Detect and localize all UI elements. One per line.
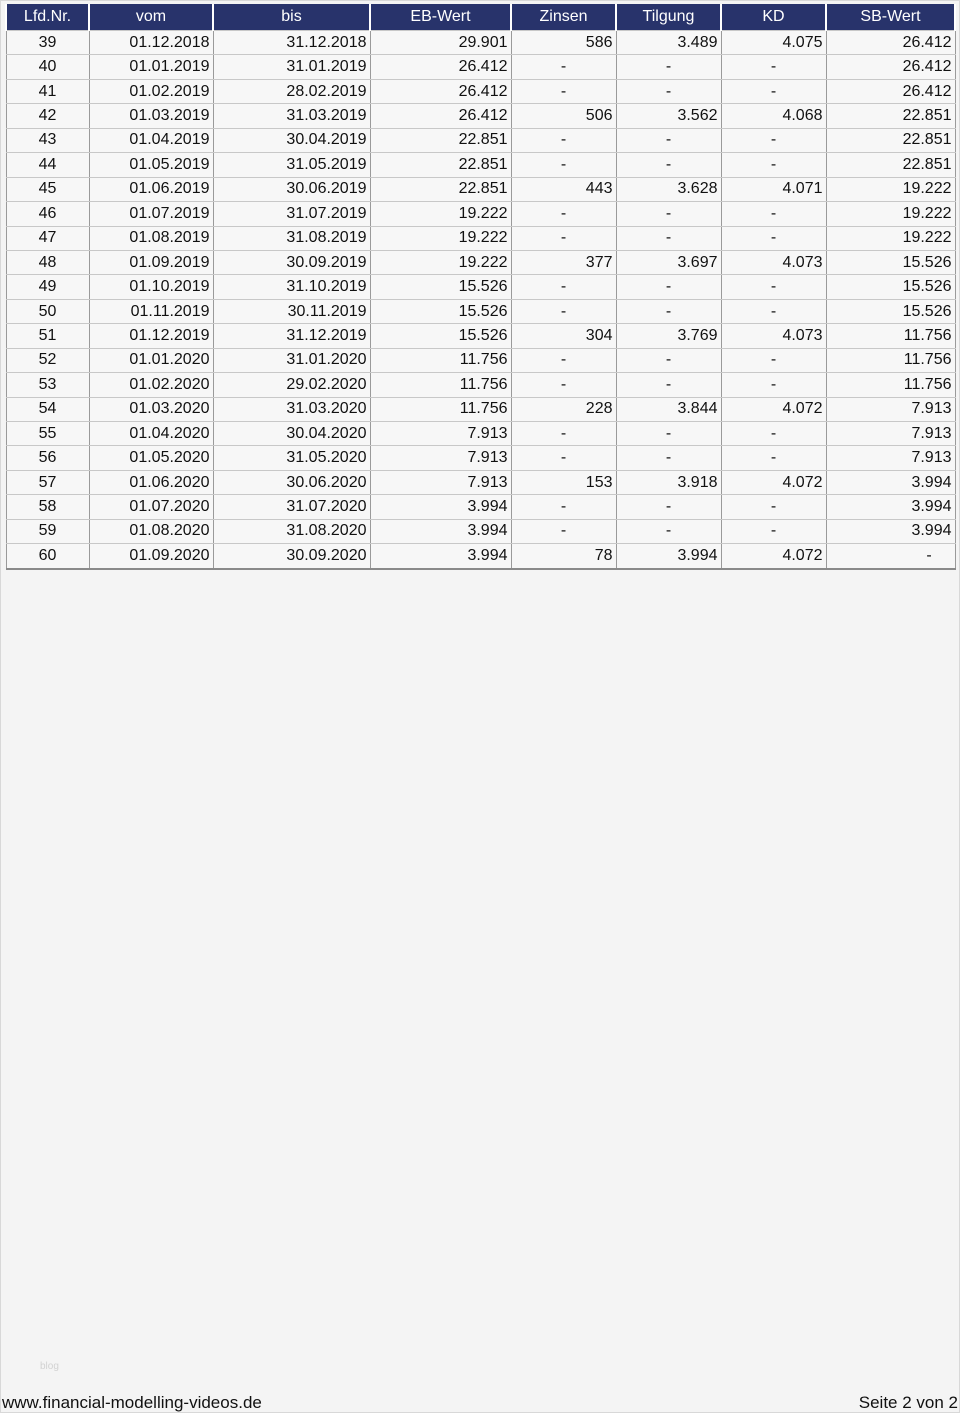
cell-tilgung: 3.918 — [616, 470, 721, 494]
cell-tilgung: - — [616, 446, 721, 470]
cell-vom: 01.09.2020 — [89, 544, 213, 569]
cell-bis: 30.04.2020 — [213, 422, 370, 446]
table-row — [6, 177, 955, 201]
cell-sb-wert: 22.851 — [826, 104, 955, 128]
cell-sb-wert: 15.526 — [826, 299, 955, 323]
cell-eb-wert: 3.994 — [370, 495, 511, 519]
table-row — [6, 446, 955, 470]
cell-bis: 31.01.2020 — [213, 348, 370, 372]
cell-sb-wert: 7.913 — [826, 422, 955, 446]
cell-bis: 31.12.2019 — [213, 324, 370, 348]
cell-bis: 31.10.2019 — [213, 275, 370, 299]
cell-vom: 01.05.2019 — [89, 153, 213, 177]
cell-bis: 30.09.2020 — [213, 544, 370, 569]
cell-sb-wert: 19.222 — [826, 177, 955, 201]
cell-lfd-nr: 53 — [6, 373, 89, 397]
cell-eb-wert: 22.851 — [370, 153, 511, 177]
cell-bis: 28.02.2019 — [213, 79, 370, 103]
cell-sb-wert: 26.412 — [826, 79, 955, 103]
cell-zinsen: 153 — [511, 470, 616, 494]
cell-tilgung: 3.562 — [616, 104, 721, 128]
table-row — [6, 495, 955, 519]
cell-eb-wert: 19.222 — [370, 202, 511, 226]
cell-zinsen: - — [511, 519, 616, 543]
cell-eb-wert: 7.913 — [370, 446, 511, 470]
cell-lfd-nr: 39 — [6, 31, 89, 55]
table-row — [6, 128, 955, 152]
table-row — [6, 55, 955, 79]
cell-vom: 01.06.2020 — [89, 470, 213, 494]
cell-kd: 4.075 — [721, 31, 826, 55]
cell-eb-wert: 15.526 — [370, 299, 511, 323]
cell-bis: 30.04.2019 — [213, 128, 370, 152]
table-row — [6, 470, 955, 494]
cell-vom: 01.09.2019 — [89, 250, 213, 274]
cell-lfd-nr: 54 — [6, 397, 89, 421]
cell-bis: 31.08.2019 — [213, 226, 370, 250]
cell-vom: 01.11.2019 — [89, 299, 213, 323]
table-row — [6, 422, 955, 446]
cell-eb-wert: 15.526 — [370, 324, 511, 348]
cell-eb-wert: 19.222 — [370, 250, 511, 274]
cell-zinsen: 506 — [511, 104, 616, 128]
cell-bis: 31.05.2020 — [213, 446, 370, 470]
cell-vom: 01.01.2020 — [89, 348, 213, 372]
cell-tilgung: - — [616, 55, 721, 79]
cell-kd: - — [721, 275, 826, 299]
cell-sb-wert: 11.756 — [826, 324, 955, 348]
table-row — [6, 397, 955, 421]
watermark: blog — [40, 1361, 59, 1372]
cell-kd: - — [721, 373, 826, 397]
cell-kd: - — [721, 153, 826, 177]
cell-eb-wert: 29.901 — [370, 31, 511, 55]
cell-tilgung: - — [616, 79, 721, 103]
cell-zinsen: - — [511, 299, 616, 323]
cell-eb-wert: 3.994 — [370, 519, 511, 543]
cell-vom: 01.08.2020 — [89, 519, 213, 543]
cell-sb-wert: 22.851 — [826, 153, 955, 177]
cell-bis: 31.07.2020 — [213, 495, 370, 519]
cell-lfd-nr: 50 — [6, 299, 89, 323]
cell-zinsen: 304 — [511, 324, 616, 348]
cell-tilgung: 3.489 — [616, 31, 721, 55]
cell-lfd-nr: 52 — [6, 348, 89, 372]
cell-tilgung: - — [616, 153, 721, 177]
cell-lfd-nr: 56 — [6, 446, 89, 470]
repayment-schedule-table — [5, 4, 956, 570]
cell-eb-wert: 11.756 — [370, 373, 511, 397]
cell-kd: 4.072 — [721, 544, 826, 569]
cell-vom: 01.10.2019 — [89, 275, 213, 299]
cell-bis: 30.11.2019 — [213, 299, 370, 323]
cell-bis: 30.06.2019 — [213, 177, 370, 201]
cell-tilgung: - — [616, 348, 721, 372]
cell-lfd-nr: 57 — [6, 470, 89, 494]
cell-bis: 31.07.2019 — [213, 202, 370, 226]
cell-eb-wert: 15.526 — [370, 275, 511, 299]
column-header-vom: vom — [89, 4, 213, 31]
cell-kd: 4.071 — [721, 177, 826, 201]
cell-vom: 01.02.2019 — [89, 79, 213, 103]
cell-vom: 01.04.2019 — [89, 128, 213, 152]
table-row — [6, 202, 955, 226]
cell-kd: 4.072 — [721, 470, 826, 494]
cell-vom: 01.04.2020 — [89, 422, 213, 446]
cell-kd: - — [721, 128, 826, 152]
cell-eb-wert: 26.412 — [370, 79, 511, 103]
cell-zinsen: - — [511, 275, 616, 299]
cell-zinsen: - — [511, 348, 616, 372]
cell-lfd-nr: 48 — [6, 250, 89, 274]
cell-sb-wert: 11.756 — [826, 348, 955, 372]
cell-tilgung: - — [616, 519, 721, 543]
cell-lfd-nr: 49 — [6, 275, 89, 299]
table-body — [6, 31, 955, 569]
table-row — [6, 226, 955, 250]
column-header-tilgung: Tilgung — [616, 4, 721, 31]
cell-sb-wert: 7.913 — [826, 397, 955, 421]
cell-zinsen: - — [511, 422, 616, 446]
cell-kd: - — [721, 495, 826, 519]
cell-zinsen: - — [511, 495, 616, 519]
cell-zinsen: - — [511, 128, 616, 152]
cell-lfd-nr: 60 — [6, 544, 89, 569]
table-row — [6, 104, 955, 128]
cell-sb-wert: 26.412 — [826, 55, 955, 79]
cell-vom: 01.02.2020 — [89, 373, 213, 397]
cell-sb-wert: 7.913 — [826, 446, 955, 470]
cell-vom: 01.07.2019 — [89, 202, 213, 226]
table-row — [6, 31, 955, 55]
column-header-bis: bis — [213, 4, 370, 31]
cell-lfd-nr: 42 — [6, 104, 89, 128]
column-header-kd: KD — [721, 4, 826, 31]
cell-lfd-nr: 51 — [6, 324, 89, 348]
cell-eb-wert: 22.851 — [370, 177, 511, 201]
cell-sb-wert: 22.851 — [826, 128, 955, 152]
cell-eb-wert: 7.913 — [370, 422, 511, 446]
cell-kd: - — [721, 55, 826, 79]
footer-page-number: Seite 2 von 2 — [858, 1393, 958, 1412]
cell-kd: 4.073 — [721, 324, 826, 348]
cell-lfd-nr: 58 — [6, 495, 89, 519]
cell-kd: 4.073 — [721, 250, 826, 274]
cell-sb-wert: 19.222 — [826, 226, 955, 250]
cell-sb-wert: 11.756 — [826, 373, 955, 397]
cell-lfd-nr: 59 — [6, 519, 89, 543]
cell-bis: 31.05.2019 — [213, 153, 370, 177]
table-row — [6, 519, 955, 543]
cell-tilgung: - — [616, 495, 721, 519]
cell-sb-wert: 3.994 — [826, 519, 955, 543]
cell-tilgung: 3.769 — [616, 324, 721, 348]
cell-kd: - — [721, 348, 826, 372]
cell-lfd-nr: 44 — [6, 153, 89, 177]
cell-bis: 31.03.2020 — [213, 397, 370, 421]
cell-tilgung: - — [616, 422, 721, 446]
cell-sb-wert: 19.222 — [826, 202, 955, 226]
cell-bis: 30.09.2019 — [213, 250, 370, 274]
cell-vom: 01.03.2019 — [89, 104, 213, 128]
table-row — [6, 79, 955, 103]
cell-eb-wert: 19.222 — [370, 226, 511, 250]
cell-vom: 01.03.2020 — [89, 397, 213, 421]
cell-zinsen: - — [511, 373, 616, 397]
cell-lfd-nr: 41 — [6, 79, 89, 103]
cell-zinsen: 228 — [511, 397, 616, 421]
table-row — [6, 153, 955, 177]
table-row — [6, 299, 955, 323]
cell-vom: 01.06.2019 — [89, 177, 213, 201]
table-row — [6, 324, 955, 348]
cell-zinsen: - — [511, 153, 616, 177]
footer-website: www.financial-modelling-videos.de — [2, 1393, 262, 1412]
table-row — [6, 348, 955, 372]
cell-vom: 01.05.2020 — [89, 446, 213, 470]
column-header-lfd-nr: Lfd.Nr. — [6, 4, 89, 31]
cell-tilgung: 3.628 — [616, 177, 721, 201]
cell-zinsen: 586 — [511, 31, 616, 55]
cell-zinsen: 443 — [511, 177, 616, 201]
cell-vom: 01.12.2019 — [89, 324, 213, 348]
table-header-row — [6, 4, 955, 31]
cell-kd: - — [721, 299, 826, 323]
cell-tilgung: - — [616, 202, 721, 226]
cell-eb-wert: 26.412 — [370, 104, 511, 128]
cell-zinsen: - — [511, 226, 616, 250]
cell-sb-wert: 15.526 — [826, 275, 955, 299]
cell-vom: 01.01.2019 — [89, 55, 213, 79]
cell-lfd-nr: 40 — [6, 55, 89, 79]
cell-lfd-nr: 46 — [6, 202, 89, 226]
cell-eb-wert: 22.851 — [370, 128, 511, 152]
cell-zinsen: - — [511, 202, 616, 226]
cell-bis: 31.08.2020 — [213, 519, 370, 543]
cell-kd: - — [721, 79, 826, 103]
cell-bis: 30.06.2020 — [213, 470, 370, 494]
cell-tilgung: 3.844 — [616, 397, 721, 421]
cell-kd: - — [721, 202, 826, 226]
cell-eb-wert: 11.756 — [370, 397, 511, 421]
cell-eb-wert: 7.913 — [370, 470, 511, 494]
cell-vom: 01.12.2018 — [89, 31, 213, 55]
cell-tilgung: - — [616, 373, 721, 397]
column-header-eb-wert: EB-Wert — [370, 4, 511, 31]
column-header-zinsen: Zinsen — [511, 4, 616, 31]
cell-tilgung: 3.994 — [616, 544, 721, 569]
cell-kd: - — [721, 422, 826, 446]
cell-tilgung: - — [616, 275, 721, 299]
cell-sb-wert: - — [826, 544, 955, 569]
cell-zinsen: - — [511, 446, 616, 470]
table-row — [6, 373, 955, 397]
cell-zinsen: 78 — [511, 544, 616, 569]
table-row — [6, 250, 955, 274]
cell-sb-wert: 3.994 — [826, 495, 955, 519]
cell-tilgung: - — [616, 299, 721, 323]
cell-tilgung: - — [616, 226, 721, 250]
cell-lfd-nr: 45 — [6, 177, 89, 201]
cell-sb-wert: 3.994 — [826, 470, 955, 494]
cell-kd: 4.068 — [721, 104, 826, 128]
table-row — [6, 275, 955, 299]
cell-zinsen: - — [511, 79, 616, 103]
cell-lfd-nr: 47 — [6, 226, 89, 250]
cell-sb-wert: 26.412 — [826, 31, 955, 55]
cell-eb-wert: 11.756 — [370, 348, 511, 372]
cell-tilgung: 3.697 — [616, 250, 721, 274]
cell-bis: 31.03.2019 — [213, 104, 370, 128]
cell-zinsen: - — [511, 55, 616, 79]
cell-lfd-nr: 55 — [6, 422, 89, 446]
cell-bis: 31.12.2018 — [213, 31, 370, 55]
cell-vom: 01.08.2019 — [89, 226, 213, 250]
column-header-sb-wert: SB-Wert — [826, 4, 955, 31]
cell-lfd-nr: 43 — [6, 128, 89, 152]
cell-zinsen: 377 — [511, 250, 616, 274]
cell-bis: 31.01.2019 — [213, 55, 370, 79]
cell-tilgung: - — [616, 128, 721, 152]
cell-vom: 01.07.2020 — [89, 495, 213, 519]
cell-bis: 29.02.2020 — [213, 373, 370, 397]
cell-eb-wert: 3.994 — [370, 544, 511, 569]
table-row — [6, 544, 955, 569]
cell-kd: - — [721, 519, 826, 543]
cell-eb-wert: 26.412 — [370, 55, 511, 79]
cell-kd: - — [721, 226, 826, 250]
cell-kd: - — [721, 446, 826, 470]
cell-sb-wert: 15.526 — [826, 250, 955, 274]
cell-kd: 4.072 — [721, 397, 826, 421]
